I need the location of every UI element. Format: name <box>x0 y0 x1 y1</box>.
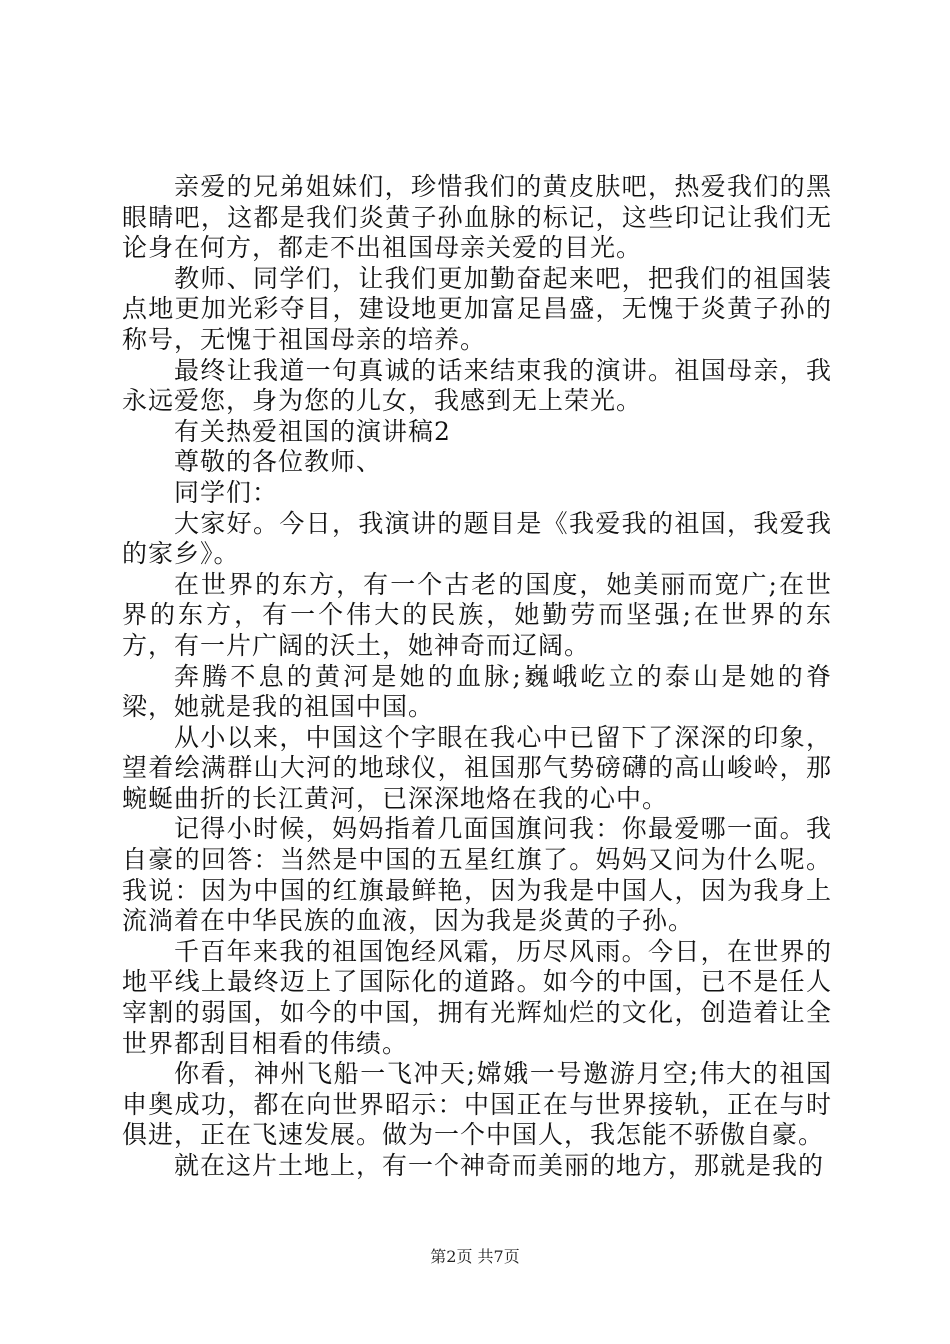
paragraph: 最终让我道一句真诚的话来结束我的演讲。祖国母亲，我永远爱您，身为您的儿女，我感到无上荣光。 <box>122 355 832 416</box>
paragraph: 就在这片土地上，有一个神奇而美丽的地方，那就是我的 <box>174 1151 825 1180</box>
salutation: 尊敬的各位教师、 <box>174 447 383 477</box>
paragraph: 记得小时候，妈妈指着几面国旗问我：你最爱哪一面。我自豪的回答：当然是中国的五星红旗了。妈妈又问为什么呢。我说：因为中国的红旗最鲜艳，因为我是中国人，因为我身上流淌着在中华民族的血液，因为我是炎黄的子孙。 <box>122 814 832 936</box>
paragraph: 从小以来，中国这个字眼在我心中已留下了深深的印象，望着绘满群山大河的地球仪，祖国那气势磅礴的高山峻岭，那蜿蜒曲折的长江黄河，已深深地烙在我的心中。 <box>122 722 832 813</box>
salutation: 同学们： <box>174 477 279 507</box>
paragraph: 亲爱的兄弟姐妹们，珍惜我们的黄皮肤吧，热爱我们的黑眼睛吧，这都是我们炎黄子孙血脉的标记，这些印记让我们无论身在何方，都走不出祖国母亲关爱的目光。 <box>122 172 832 263</box>
paragraph: 大家好。今日，我演讲的题目是《我爱我的祖国，我爱我的家乡》。 <box>122 508 832 569</box>
paragraph: 教师、同学们，让我们更加勤奋起来吧，把我们的祖国装点地更加光彩夺目，建设地更加富足昌盛，无愧于炎黄子孙的称号，无愧于祖国母亲的培养。 <box>122 263 832 354</box>
page-number-footer: 第2页 共7页 <box>430 1247 520 1266</box>
paragraph: 你看，神州飞船一飞冲天;嫦娥一号邀游月空;伟大的祖国申奥成功，都在向世界昭示：中国正在与世界接轨，正在与时俱进，正在飞速发展。做为一个中国人，我怎能不骄傲自豪。 <box>122 1059 832 1150</box>
paragraph: 奔腾不息的黄河是她的血脉;巍峨屹立的泰山是她的脊梁，她就是我的祖国中国。 <box>122 661 832 722</box>
section-heading: 有关热爱祖国的演讲稿2 <box>174 416 451 446</box>
document-body <box>122 172 832 1182</box>
paragraph: 在世界的东方，有一个古老的国度，她美丽而宽广;在世界的东方，有一个伟大的民族，她勤劳而坚强;在世界的东方，有一片广阔的沃土，她神奇而辽阔。 <box>122 569 832 660</box>
paragraph: 千百年来我的祖国饱经风霜，历尽风雨。今日，在世界的地平线上最终迈上了国际化的道路。如今的中国，已不是任人宰割的弱国，如今的中国，拥有光辉灿烂的文化，创造着让全世界都刮目相看的伟绩。 <box>122 936 832 1058</box>
